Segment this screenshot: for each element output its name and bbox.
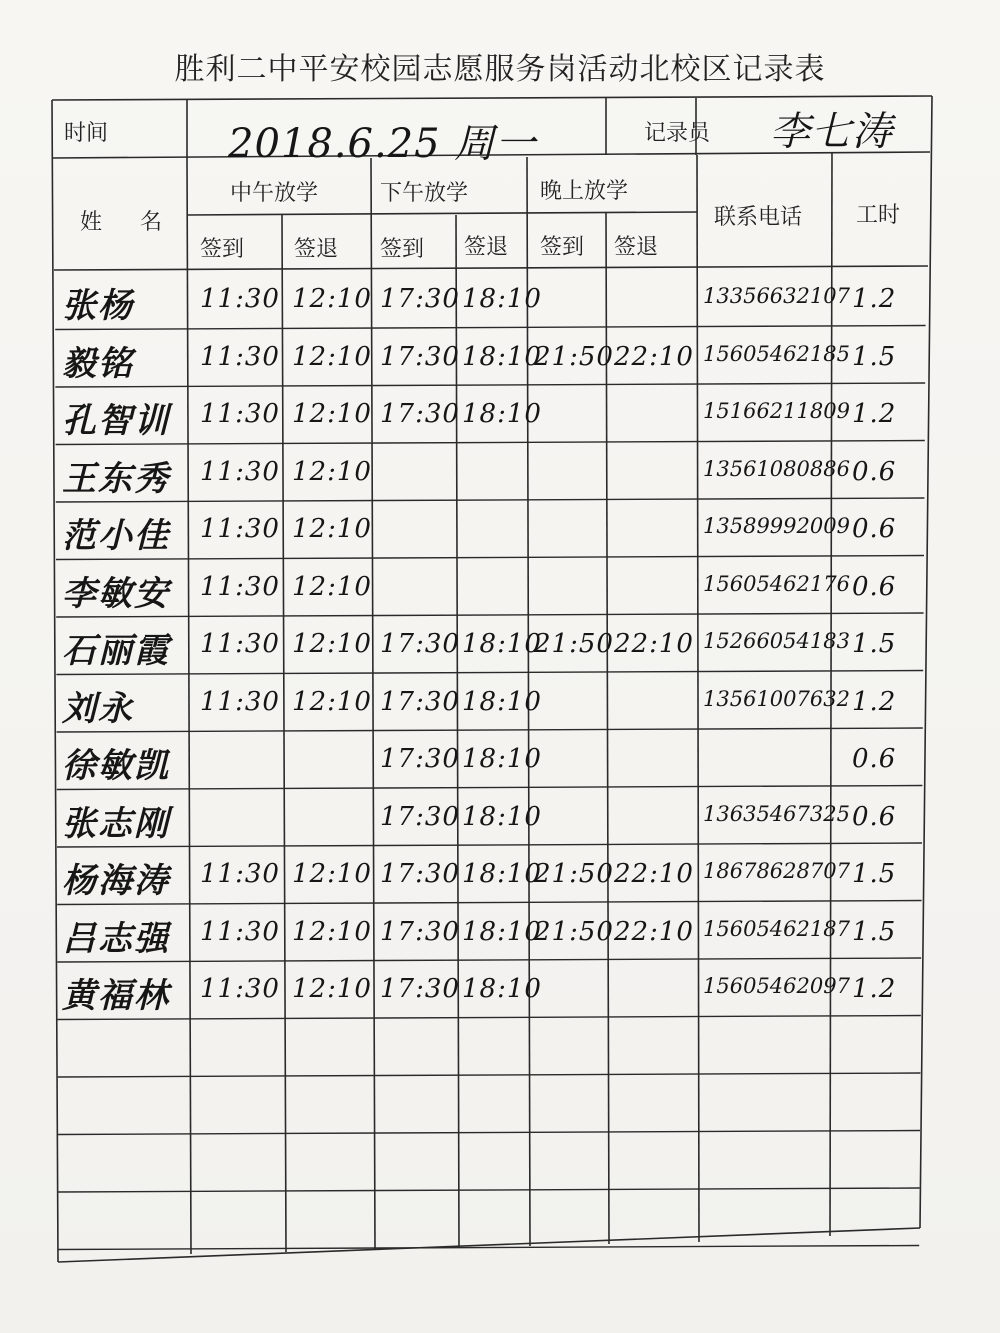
row-12-noon-in: 11:30 (200, 916, 280, 947)
row-3-hours: 1.2 (852, 399, 897, 429)
row-6-hours: 0.6 (852, 571, 897, 602)
row-11-noon-out: 12:10 (292, 859, 372, 889)
row-3-name: 孔智训 (62, 401, 170, 441)
recorder-value: 李七涛 (770, 109, 893, 155)
afternoon-sign-in-header: 签到 (380, 237, 425, 262)
row-1-aft-in: 17:30 (380, 284, 460, 314)
row-6-name: 李敏安 (62, 573, 170, 614)
row-9-name: 徐敏凯 (62, 746, 170, 786)
row-13-phone: 15605462097 (703, 974, 850, 998)
row-2-eve-out: 22:10 (614, 341, 694, 372)
evening-sign-out-header: 签退 (614, 235, 659, 260)
row-8-noon-out: 12:10 (292, 686, 372, 717)
row-3-aft-out: 18:10 (462, 399, 542, 429)
row-11-noon-in: 11:30 (200, 859, 280, 889)
row-3-phone: 15166211809 (703, 399, 850, 423)
row-5-noon-out: 12:10 (292, 514, 372, 544)
row-13-aft-in: 17:30 (380, 974, 460, 1004)
row-2-hours: 1.5 (852, 341, 897, 372)
row-8-noon-in: 11:30 (200, 686, 280, 717)
noon-sign-out-header: 签退 (294, 237, 339, 262)
row-7-aft-out: 18:10 (462, 629, 542, 659)
row-13-hours: 1.2 (852, 974, 897, 1004)
row-12-phone: 15605462187 (703, 916, 850, 941)
row-6-noon-out: 12:10 (292, 571, 372, 602)
row-11-name: 杨海涛 (62, 861, 170, 901)
afternoon-column-header: 下午放学 (380, 181, 469, 206)
row-2-name: 毅铭 (62, 343, 134, 384)
noon-sign-in-header: 签到 (200, 237, 245, 262)
noon-column-header: 中午放学 (230, 181, 319, 206)
row-5-hours: 0.6 (852, 514, 897, 544)
row-7-noon-out: 12:10 (292, 629, 372, 659)
recorder-label: 记录员 (644, 121, 711, 146)
afternoon-sign-out-header: 签退 (464, 235, 509, 260)
row-8-hours: 1.2 (852, 686, 897, 717)
row-13-name: 黄福林 (62, 976, 170, 1016)
row-11-hours: 1.5 (852, 859, 897, 889)
row-10-aft-out: 18:10 (462, 801, 542, 832)
row-2-noon-out: 12:10 (292, 341, 372, 372)
row-12-eve-out: 22:10 (614, 916, 694, 947)
row-5-name: 范小佳 (62, 516, 170, 556)
row-9-aft-in: 17:30 (380, 744, 460, 774)
row-10-phone: 13635467325 (703, 801, 850, 826)
row-12-aft-in: 17:30 (380, 916, 460, 947)
row-11-aft-in: 17:30 (380, 859, 460, 889)
row-2-noon-in: 11:30 (200, 341, 280, 372)
row-7-phone: 15266054183 (703, 629, 850, 653)
row-1-noon-in: 11:30 (200, 284, 280, 314)
row-10-hours: 0.6 (852, 801, 897, 832)
phone-column-header: 联系电话 (714, 205, 803, 230)
row-2-aft-out: 18:10 (462, 341, 542, 372)
row-7-name: 石丽霞 (62, 631, 170, 671)
hours-column-header: 工时 (856, 203, 901, 228)
row-4-name: 王东秀 (62, 458, 170, 499)
row-11-eve-out: 22:10 (614, 859, 694, 889)
row-1-noon-out: 12:10 (292, 284, 372, 314)
row-11-phone: 18678628707 (703, 859, 850, 883)
row-11-eve-in: 21:50 (534, 859, 614, 889)
row-3-noon-in: 11:30 (200, 399, 280, 429)
row-12-noon-out: 12:10 (292, 916, 372, 947)
row-2-eve-in: 21:50 (534, 341, 614, 372)
row-4-hours: 0.6 (852, 456, 897, 487)
row-3-noon-out: 12:10 (292, 399, 372, 429)
row-5-noon-in: 11:30 (200, 514, 280, 544)
row-9-hours: 0.6 (852, 744, 897, 774)
row-7-aft-in: 17:30 (380, 629, 460, 659)
row-4-noon-in: 11:30 (200, 456, 280, 487)
row-6-noon-in: 11:30 (200, 571, 280, 602)
row-7-hours: 1.5 (852, 629, 897, 659)
row-6-phone: 15605462176 (703, 571, 850, 596)
row-1-phone: 13356632107 (703, 284, 850, 308)
row-7-eve-out: 22:10 (614, 629, 694, 659)
row-13-aft-out: 18:10 (462, 974, 542, 1004)
row-5-phone: 13589992009 (703, 514, 850, 538)
row-12-hours: 1.5 (852, 916, 897, 947)
row-10-aft-in: 17:30 (380, 801, 460, 832)
evening-column-header: 晚上放学 (540, 179, 629, 204)
row-12-eve-in: 21:50 (534, 916, 614, 947)
row-2-aft-in: 17:30 (380, 341, 460, 372)
row-7-noon-in: 11:30 (200, 629, 280, 659)
row-12-name: 吕志强 (62, 918, 170, 959)
row-4-phone: 13561080886 (703, 456, 850, 481)
row-7-eve-in: 21:50 (534, 629, 614, 659)
row-8-phone: 13561007632 (703, 686, 850, 711)
row-8-aft-in: 17:30 (380, 686, 460, 717)
row-3-aft-in: 17:30 (380, 399, 460, 429)
row-2-phone: 15605462185 (703, 341, 850, 366)
form-title: 胜利二中平安校园志愿服务岗活动北校区记录表 (174, 52, 826, 87)
row-12-aft-out: 18:10 (462, 916, 542, 947)
row-8-name: 刘永 (62, 688, 134, 729)
row-1-hours: 1.2 (852, 284, 897, 314)
row-9-aft-out: 18:10 (462, 744, 542, 774)
row-13-noon-out: 12:10 (292, 974, 372, 1004)
time-label: 时间 (64, 121, 109, 146)
name-column-header: 姓 名 (80, 210, 171, 235)
row-13-noon-in: 11:30 (200, 974, 280, 1004)
row-1-name: 张杨 (62, 286, 134, 326)
row-4-noon-out: 12:10 (292, 456, 372, 487)
evening-sign-in-header: 签到 (540, 235, 585, 260)
date-value: 2018.6.25 周一 (228, 121, 537, 167)
row-8-aft-out: 18:10 (462, 686, 542, 717)
row-11-aft-out: 18:10 (462, 859, 542, 889)
row-1-aft-out: 18:10 (462, 284, 542, 314)
row-10-name: 张志刚 (62, 803, 170, 844)
